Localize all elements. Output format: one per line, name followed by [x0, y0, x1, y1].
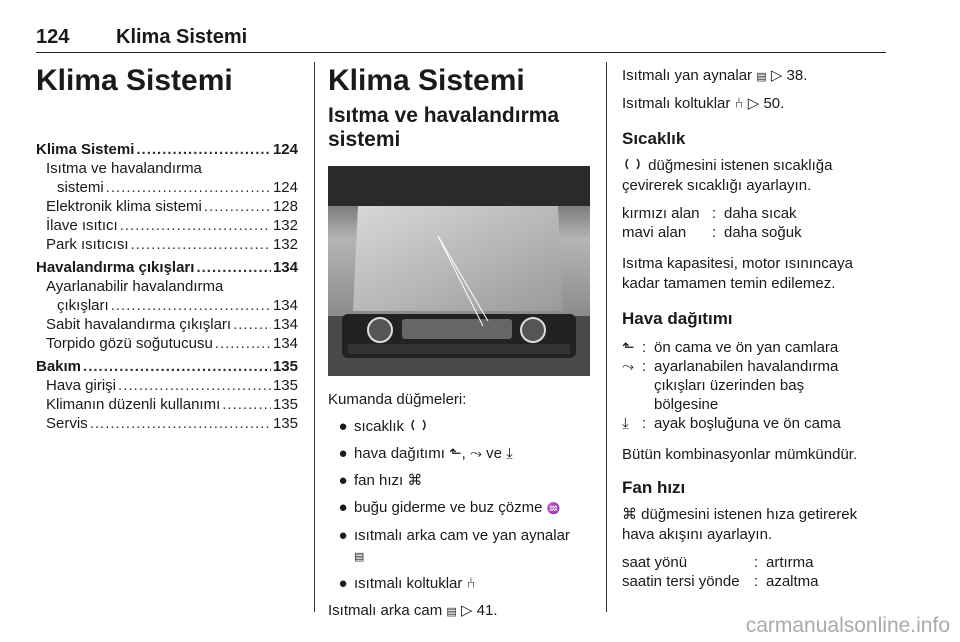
- dist-row: ⤳ : ayarlanabilen havalandırma çıkışları üzerinden baş bölgesine: [622, 358, 839, 413]
- rear-window-reference: [328, 601, 590, 622]
- content-column-2: [328, 62, 590, 622]
- fan-icon: ⌘: [407, 472, 423, 489]
- capacity-line1: Isıtma kapasitesi, motor ısınıncaya: [622, 255, 853, 272]
- toc-page-number: 124: [272, 179, 298, 196]
- rear-window-page-ref[interactable]: 41.: [476, 602, 498, 619]
- row-value: daha sıcak: [724, 205, 797, 222]
- page-header: [36, 22, 886, 53]
- toc-column: [36, 62, 298, 433]
- toc-leader-dots: [106, 178, 271, 197]
- toc-entry[interactable]: [36, 258, 298, 277]
- bullet-temperature: ● sıcaklık: [328, 417, 590, 437]
- heated-seat-icon: ⑃: [734, 95, 744, 112]
- table-row: [622, 572, 884, 591]
- bullet-distribution-text: hava dağıtımı: [354, 445, 445, 462]
- bullet-fan-text: fan hızı: [354, 472, 404, 489]
- toc-entry-text: Park ısıtıcısı: [46, 236, 129, 253]
- toc-page-number: 134: [272, 259, 298, 276]
- toc-entry[interactable]: [36, 395, 298, 414]
- combinations-note: Bütün kombinasyonlar mümkündür.: [622, 446, 858, 463]
- windscreen-vent-icon: ⬑: [449, 445, 462, 462]
- seats-page-ref[interactable]: 50.: [763, 95, 785, 112]
- toc-leader-dots: [131, 235, 271, 254]
- column-divider: [606, 62, 607, 612]
- rear-defrost-icon: ▤: [446, 606, 457, 618]
- toc-leader-dots: [222, 395, 271, 414]
- toc-entry-text: Elektronik klima sistemi: [46, 198, 202, 215]
- toc-leader-dots: [111, 296, 271, 315]
- fan-description: [622, 505, 884, 545]
- footwell-vent-icon: ⤓: [506, 445, 513, 462]
- section-title: Klima Sistemi: [328, 64, 525, 97]
- head-vent-icon: ⤳: [622, 358, 635, 375]
- row-value: artırma: [766, 554, 814, 571]
- toc-leader-dots: [204, 197, 271, 216]
- toc-page-number: 135: [272, 396, 298, 413]
- reference-triangle-icon: ▷: [460, 602, 473, 619]
- bullet-seats-text: ısıtmalı koltuklar: [354, 575, 463, 592]
- temperature-desc-line1: düğmesini istenen sıcaklığa: [648, 157, 833, 174]
- control-panel-photo: [328, 166, 590, 376]
- bullet-temperature-text: sıcaklık: [354, 418, 405, 435]
- toc-entry-text: Hava girişi: [46, 377, 117, 394]
- toc-entry[interactable]: [36, 315, 298, 334]
- toc-entry[interactable]: [36, 376, 298, 395]
- bullet-rear-window: ● ısıtmalı arka cam ve yan aynalar ▤: [328, 526, 590, 567]
- row-label: mavi alan: [622, 224, 687, 241]
- reference-triangle-icon: ▷: [747, 95, 760, 112]
- toc-entry-text: Isıtma ve havalandırma: [46, 160, 202, 177]
- mirrors-reference: [622, 66, 884, 87]
- temperature-knob-icon: [408, 417, 430, 437]
- column-divider: [314, 62, 315, 612]
- reference-triangle-icon: ▷: [770, 67, 783, 84]
- air-distribution-table: [622, 338, 884, 433]
- toc-entry[interactable]: [36, 334, 298, 353]
- row-value: daha soğuk: [724, 224, 802, 241]
- air-distribution-heading: Hava dağıtımı: [622, 309, 733, 328]
- control-panel-illustration: [328, 166, 590, 376]
- row-sep: :: [712, 224, 717, 241]
- toc-entry-text: Servis: [46, 415, 88, 432]
- toc-page-number: 135: [272, 415, 298, 432]
- row-label: kırmızı alan: [622, 205, 700, 222]
- toc-page-number: 134: [272, 335, 298, 352]
- dist-row: ⬑ : ön cama ve ön yan camlara: [622, 339, 839, 356]
- toc-page-number: 124: [272, 141, 298, 158]
- table-row: [622, 204, 884, 223]
- heated-seat-icon: ⑃: [466, 575, 476, 592]
- toc-entry[interactable]: [36, 216, 298, 235]
- toc-entry[interactable]: [36, 414, 298, 433]
- bullet-defrost-text: buğu giderme ve buz çözme: [354, 499, 543, 516]
- toc-page-number: 135: [272, 377, 298, 394]
- mirrors-page-ref[interactable]: 38.: [786, 67, 808, 84]
- toc-entry[interactable]: [36, 296, 298, 315]
- row-sep: :: [754, 573, 759, 590]
- windscreen-vent-icon: ⬑: [622, 339, 635, 356]
- dist-head-line3: bölgesine: [654, 396, 719, 413]
- toc-entry[interactable]: [36, 277, 298, 296]
- table-row: [622, 553, 884, 572]
- header-title: Klima Sistemi: [116, 26, 248, 48]
- toc-leader-dots: [120, 216, 271, 235]
- row-label: saat yönü: [622, 554, 688, 571]
- toc-entry-text: Sabit havalandırma çıkışları: [46, 316, 232, 333]
- toc-entry-text: sistemi: [57, 179, 104, 196]
- rear-window-text: Isıtmalı arka cam: [328, 602, 443, 619]
- toc-leader-dots: [215, 334, 271, 353]
- temperature-description: [622, 156, 884, 196]
- toc-entry-text: Torpido gözü soğutucusu: [46, 335, 213, 352]
- content-column-3: [622, 62, 884, 591]
- toc-page-number: 128: [272, 198, 298, 215]
- mirrors-text: Isıtmalı yan aynalar: [622, 67, 753, 84]
- toc-entry-text: Bakım: [36, 358, 82, 375]
- toc-leader-dots: [233, 315, 271, 334]
- toc-entry-text: çıkışları: [57, 297, 109, 314]
- toc-entry[interactable]: [36, 357, 298, 376]
- row-label: saatin tersi yönde: [622, 573, 740, 590]
- temperature-heading: Sıcaklık: [622, 129, 686, 148]
- dist-windscreen-text: ön cama ve ön yan camlara: [654, 339, 839, 356]
- toc-page-number: 134: [272, 316, 298, 333]
- capacity-note: [622, 254, 884, 294]
- subsection-title-line2: sistemi: [328, 128, 401, 151]
- fan-icon: ⌘: [622, 506, 637, 523]
- bullet-heated-seats: ● ısıtmalı koltuklar ⑃: [338, 575, 476, 592]
- page-number: 124: [36, 26, 70, 48]
- footwell-vent-icon: ⤓: [622, 415, 629, 432]
- toc-leader-dots: [136, 140, 271, 159]
- toc-entry-text: Klima Sistemi: [36, 141, 135, 158]
- toc-leader-dots: [118, 376, 271, 395]
- dist-head-line2: çıkışları üzerinden baş: [654, 377, 805, 394]
- toc-page-number: 134: [272, 297, 298, 314]
- toc-entry-text: Ayarlanabilir havalandırma: [46, 278, 224, 295]
- bullet-air-distribution: ● hava dağıtımı ⬑, ⤳ ve ⤓: [338, 445, 513, 462]
- fan-table: [622, 553, 884, 591]
- dist-head-line1: ayarlanabilen havalandırma: [654, 358, 839, 375]
- bullet-rear-text: ısıtmalı arka cam ve yan aynalar: [354, 527, 570, 544]
- dist-feet-text: ayak boşluğuna ve ön cama: [654, 415, 841, 432]
- temperature-knob-icon: [622, 156, 644, 176]
- rear-defrost-icon: ▤: [756, 71, 767, 83]
- toc-entry-text: Havalandırma çıkışları: [36, 259, 195, 276]
- dist-row: ⤓ : ayak boşluğuna ve ön cama: [622, 415, 841, 432]
- fan-desc-line1: düğmesini istenen hıza getirerek: [641, 506, 858, 523]
- toc-page-number: 132: [272, 217, 298, 234]
- toc-entry[interactable]: [36, 140, 298, 159]
- chapter-title: Klima Sistemi: [36, 64, 233, 97]
- toc-entry-text: İlave ısıtıcı: [46, 217, 118, 234]
- temperature-desc-line2: çevirerek sıcaklığı ayarlayın.: [622, 177, 812, 194]
- bullet-fan-speed: ● fan hızı ⌘: [338, 472, 423, 489]
- bullet-defrost: ● buğu giderme ve buz çözme ♒: [328, 498, 590, 519]
- row-sep: :: [754, 554, 759, 571]
- bullet-distribution-conj: ve: [486, 445, 502, 462]
- rear-defrost-icon: ▤: [354, 551, 365, 563]
- toc-leader-dots: [83, 357, 271, 376]
- toc-page-number: 135: [272, 358, 298, 375]
- seats-reference: [622, 94, 884, 114]
- table-of-contents: [36, 140, 298, 433]
- toc-entry[interactable]: [36, 178, 298, 197]
- row-sep: :: [712, 205, 717, 222]
- capacity-line2: kadar tamamen temin edilemez.: [622, 275, 836, 292]
- watermark: carmanualsonline.info: [745, 614, 950, 637]
- toc-entry-text: Klimanın düzenli kullanımı: [46, 396, 221, 413]
- fan-speed-heading: Fan hızı: [622, 478, 686, 497]
- temperature-table: [622, 204, 884, 242]
- table-row: [622, 223, 884, 242]
- subsection-title-line1: Isıtma ve havalandırma: [328, 104, 560, 127]
- row-value: azaltma: [766, 573, 819, 590]
- toc-entry[interactable]: [36, 197, 298, 216]
- toc-page-number: 132: [272, 236, 298, 253]
- toc-entry[interactable]: [36, 159, 298, 178]
- toc-leader-dots: [196, 258, 271, 277]
- controls-label: Kumanda düğmeleri:: [328, 391, 467, 408]
- fan-desc-line2: hava akışını ayarlayın.: [622, 526, 773, 543]
- head-vent-icon: ⤳: [469, 445, 482, 462]
- toc-entry[interactable]: [36, 235, 298, 254]
- defrost-max-icon: ♒: [546, 503, 561, 515]
- seats-text: Isıtmalı koltuklar: [622, 95, 731, 112]
- toc-leader-dots: [90, 414, 271, 433]
